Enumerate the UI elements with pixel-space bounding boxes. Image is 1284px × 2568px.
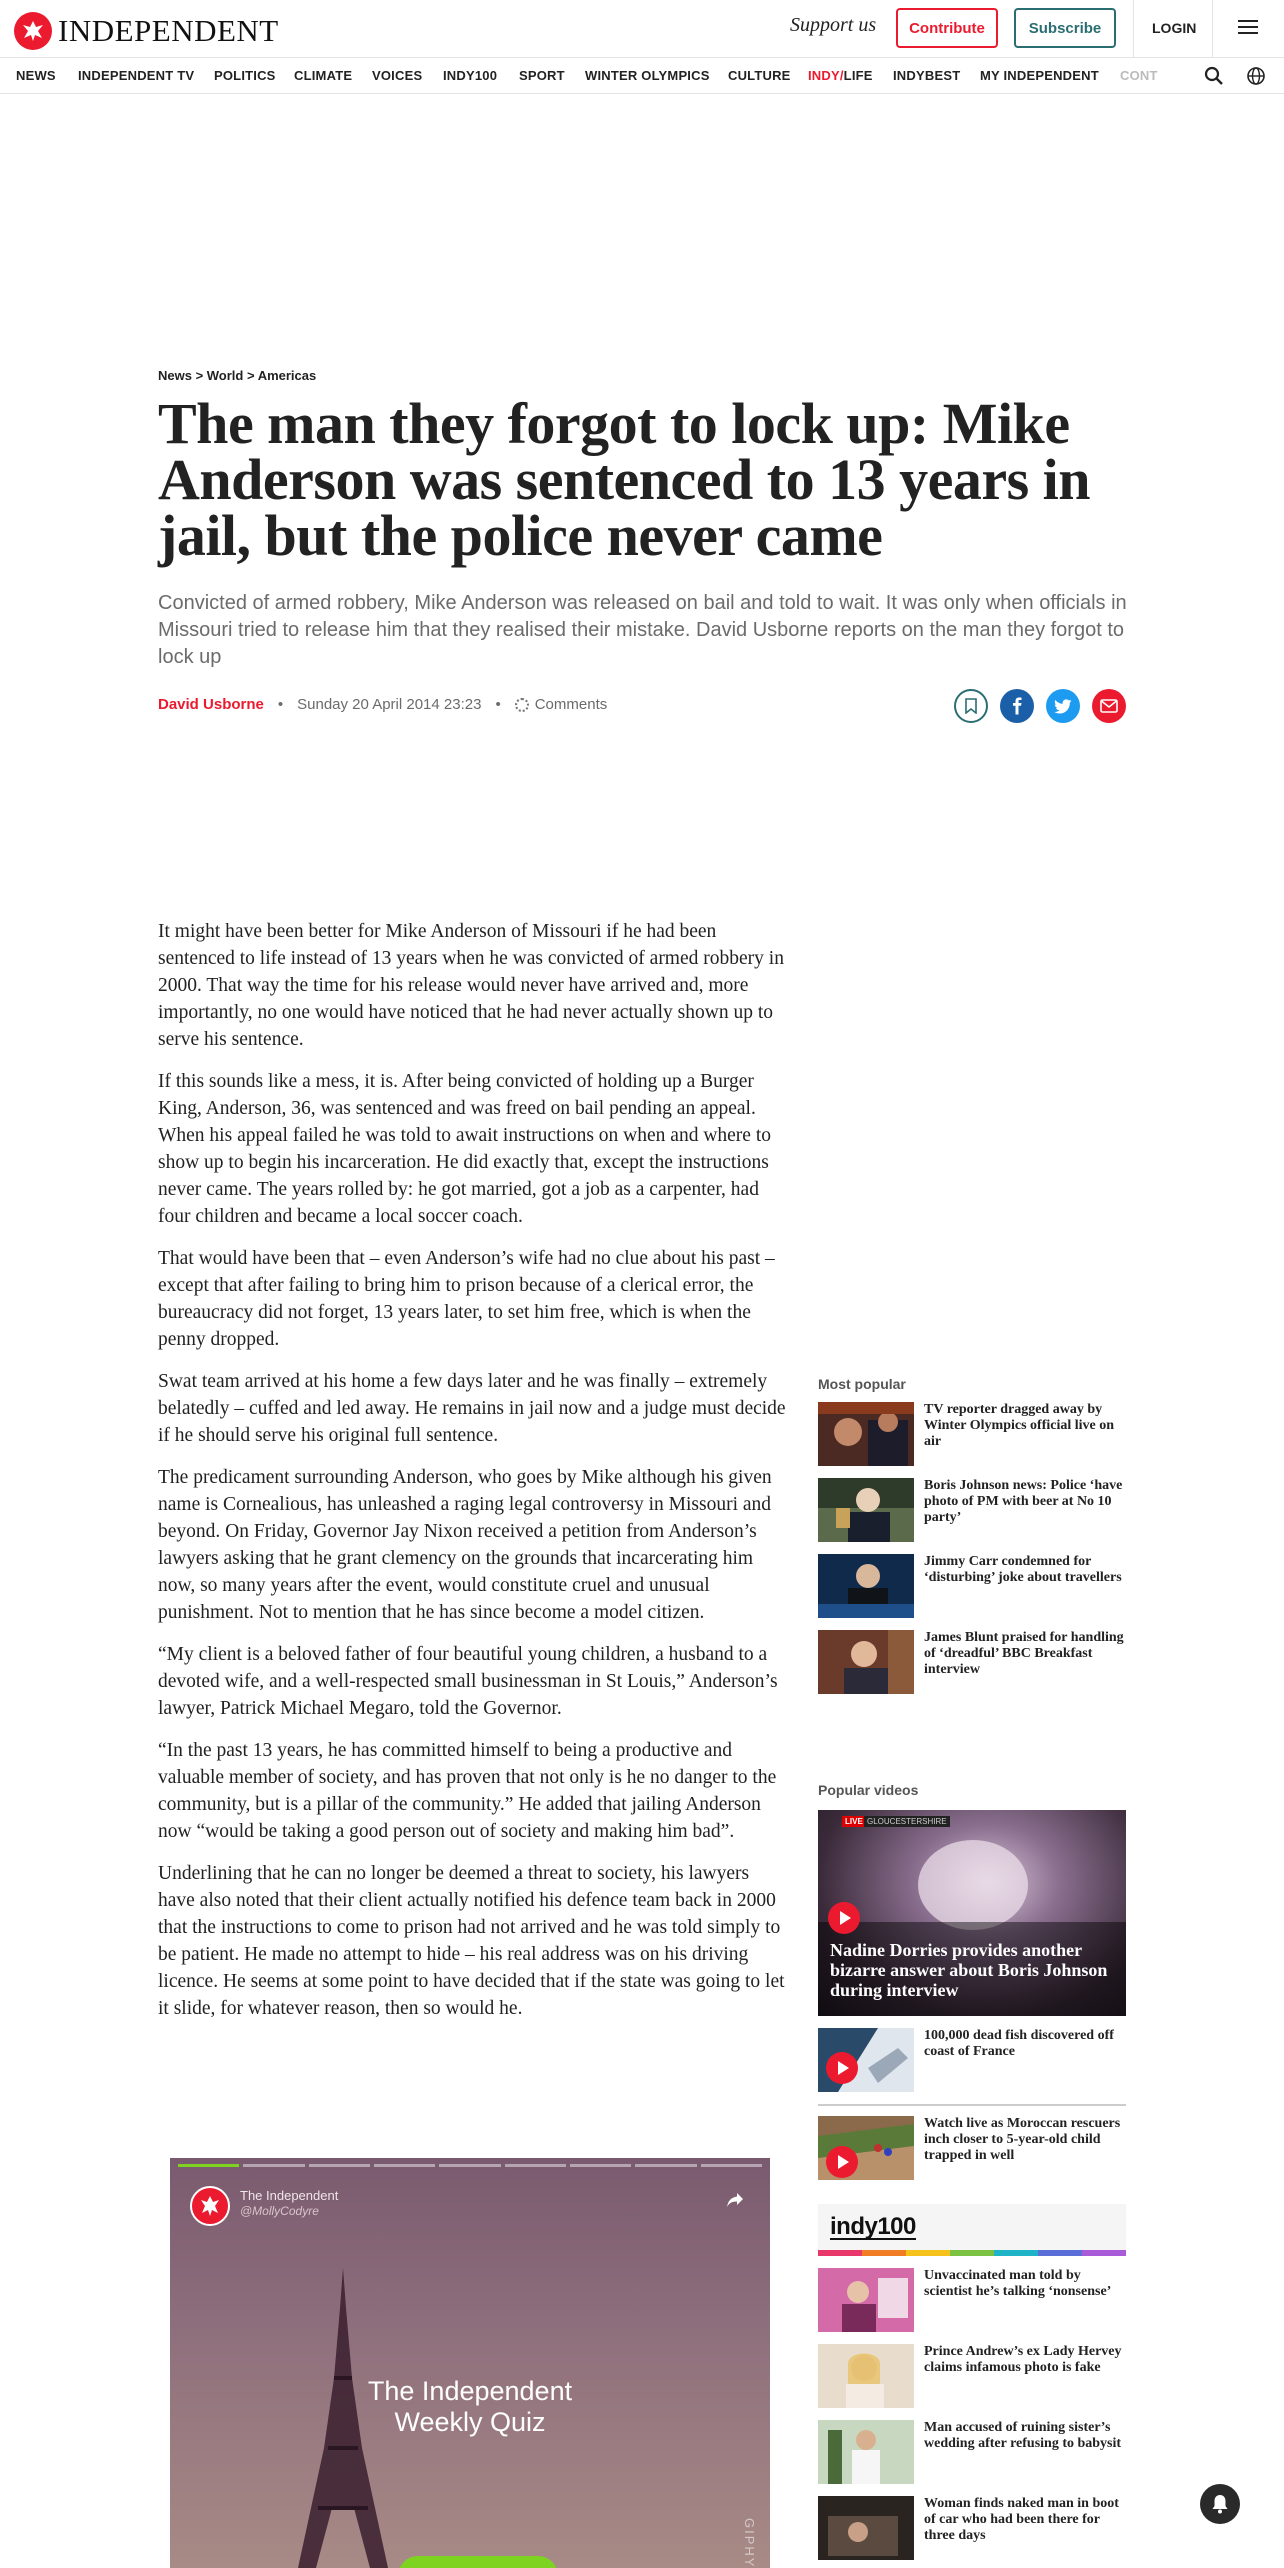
most-popular-headline: Boris Johnson news: Police ‘have photo of PM with beer at No 10 party’ (924, 1478, 1123, 1525)
indy100-logo: indy100 (830, 2213, 916, 2240)
breadcrumb[interactable]: News > World > Americas (158, 368, 317, 383)
article-thumbnail (818, 2496, 914, 2560)
site-logo[interactable] (14, 12, 279, 50)
story-progress-bar (178, 2164, 762, 2167)
play-icon[interactable] (826, 2052, 858, 2084)
nav-life-suffix: LIFE (843, 68, 873, 83)
indy100-item[interactable] (818, 2420, 1126, 2484)
main-nav (0, 58, 1284, 94)
play-icon[interactable] (828, 1902, 860, 1934)
twitter-icon (1054, 699, 1072, 714)
email-share-button[interactable] (1092, 689, 1126, 723)
article-paragraph: It might have been better for Mike Anderson of Missouri if he had been sentenced to life instead of 13 years when he was convicted of armed robbery in 2000. That way the time for his release would never have arrived and, more importantly, no one would have noticed that he had never actually shown up to serve his sentence. (158, 921, 784, 1050)
most-popular-headline: James Blunt praised for handling of ‘dreadful’ BBC Breakfast interview (924, 1630, 1124, 1677)
article-paragraph: That would have been that – even Anderson’s wife had no clue about his past – except that after failing to bring him to prison because of a clerical error, the bureaucracy did not forget, 13 years later, to set him free, which is when the penny dropped. (158, 1248, 775, 1350)
article-paragraph: “My client is a beloved father of four beautiful young children, a husband to a devoted wife, and a well-respected small businessman in St Louis,” Anderson’s lawyer, Patrick Michael Megaro, told the Governor. (158, 1644, 778, 1719)
video-handle: @MollyCodyre (240, 2204, 319, 2218)
nav-voices[interactable]: VOICES (372, 68, 423, 83)
indy100-headline: Man accused of ruining sister’s wedding after refusing to babysit (924, 2420, 1122, 2451)
most-popular-heading: Most popular (818, 1376, 906, 1392)
article-paragraph: If this sounds like a mess, it is. After being convicted of holding up a Burger King, Anderson, 36, was sentenced and was freed on bail pending an appeal. When his appeal failed he was told to await instructions on when and where to show up to begin his incarceration. He did exactly that, except the instructions never came. The years rolled by: he got married, got a job as a carpenter, had four children and became a local soccer coach. (158, 1071, 771, 1227)
comments-label: Comments (534, 696, 608, 713)
featured-video[interactable] (818, 1810, 1126, 2016)
indy100-headline: Prince Andrew’s ex Lady Hervey claims infamous photo is fake (924, 2344, 1122, 2375)
divider (1212, 0, 1213, 58)
article-paragraph: “In the past 13 years, he has committed himself to being a productive and valuable member of society, and has proven that not only is he no danger to the community, but is a pillar of the community.” He added that jailing Anderson now “would be taking a good person out of society and making him bad”. (158, 1740, 777, 1842)
article-body (158, 918, 786, 2037)
video-channel-name: The Independent (240, 2188, 339, 2203)
indy100-item[interactable] (818, 2496, 1126, 2560)
video-cta-button[interactable] (398, 2556, 558, 2568)
most-popular-headline: TV reporter dragged away by Winter Olympics official live on air (924, 1402, 1115, 1449)
article-headline: The man they forgot to lock up: Mike Anderson was sentenced to 13 years in jail, but the police never came (158, 391, 1091, 568)
article-paragraph: Underlining that he can no longer be deemed a threat to society, his lawyers have also noted that their client actually notified his defence team back in 2000 that the instructions to come to prison had not arrived and he was told simply to be patient. He made no attempt to hide – his real address was on his driving licence. He seems at some point to have decided that if the state was going to let it slide, for whatever reason, then so would he. (158, 1863, 785, 2019)
most-popular-item[interactable] (818, 1478, 1126, 1542)
support-us-text: Support us (790, 14, 877, 36)
divider (1133, 0, 1134, 58)
facebook-icon (1009, 697, 1025, 715)
most-popular-item[interactable] (818, 1402, 1126, 1466)
login-link[interactable]: LOGIN (1152, 20, 1197, 36)
indy100-item[interactable] (818, 2344, 1126, 2408)
article-thumbnail (818, 1554, 914, 1618)
most-popular-item[interactable] (818, 1630, 1126, 1694)
indy100-item[interactable] (818, 2268, 1126, 2332)
embedded-video-player[interactable] (170, 2158, 770, 2568)
nav-politics[interactable]: POLITICS (214, 68, 276, 83)
author-link[interactable]: David Usborne (158, 696, 264, 713)
video-title-line: The Independent (367, 2376, 573, 2406)
nav-winter-olympics[interactable]: WINTER OLYMPICS (585, 68, 710, 83)
contribute-button[interactable]: Contribute (896, 8, 998, 48)
video-list-item[interactable] (818, 2028, 1126, 2092)
separator-dot: • (495, 696, 501, 713)
article-thumbnail (818, 2268, 914, 2332)
indy100-headline: Unvaccinated man told by scientist he’s talking ‘nonsense’ (924, 2268, 1112, 2299)
nav-overflow-item[interactable]: CONT (1120, 68, 1158, 83)
twitter-share-button[interactable] (1046, 689, 1080, 723)
nav-sport[interactable]: SPORT (519, 68, 565, 83)
divider (818, 2104, 1126, 2106)
nav-indy-prefix: INDY/ (808, 68, 844, 83)
search-icon[interactable] (1204, 66, 1224, 91)
bell-icon (1211, 2494, 1229, 2514)
video-list-headline: 100,000 dead fish discovered off coast of France (924, 2028, 1114, 2059)
video-list-headline: Watch live as Moroccan rescuers inch closer to 5-year-old child trapped in well (924, 2116, 1121, 2163)
nav-indybest[interactable]: INDYBEST (893, 68, 961, 83)
popular-videos-heading: Popular videos (818, 1782, 919, 1798)
bookmark-button[interactable] (954, 689, 988, 723)
indy100-color-stripe (818, 2250, 1126, 2256)
indy100-header[interactable] (818, 2204, 1126, 2254)
nav-indylife[interactable] (808, 68, 873, 83)
nav-culture[interactable]: CULTURE (728, 68, 791, 83)
notifications-bell-button[interactable] (1200, 2484, 1240, 2524)
article-thumbnail (818, 2420, 914, 2484)
indy100-headline: Woman finds naked man in boot of car who had been there for three days (924, 2496, 1119, 2543)
separator-dot: • (277, 696, 284, 713)
byline (158, 696, 607, 713)
most-popular-headline: Jimmy Carr condemned for ‘disturbing’ joke about travellers (924, 1554, 1122, 1585)
live-badge: LIVE (842, 1816, 866, 1827)
nav-independent-tv[interactable]: INDEPENDENT TV (78, 68, 195, 83)
article-standfirst: Convicted of armed robbery, Mike Anderson was released on bail and told to wait. It was only when officials in Missouri tried to release him that they realised their mistake. David Usborne reports on the man they forgot to lock up (158, 592, 1127, 668)
nav-my-independent[interactable]: MY INDEPENDENT (980, 68, 1099, 83)
nav-indy100[interactable]: INDY100 (443, 68, 498, 83)
loading-spinner-icon (515, 698, 529, 712)
logo-wordmark: INDEPENDENT (58, 13, 279, 48)
share-arrow-icon[interactable] (726, 2192, 744, 2213)
menu-icon[interactable] (1238, 20, 1258, 36)
article-paragraph: The predicament surrounding Anderson, who goes by Mike although his given name is Cornealious, has unleashed a raging legal controversy in Missouri and beyond. On Friday, Governor Jay Nixon received a petition from Anderson’s lawyers asking that he grant clemency on the grounds that incarcerating him now, so many years after the event, would constitute cruel and unusual punishment. Not to mention that he has since become a model citizen. (158, 1467, 772, 1623)
nav-climate[interactable]: CLIMATE (294, 68, 353, 83)
article-thumbnail (818, 2344, 914, 2408)
eagle-icon (14, 12, 52, 50)
top-bar (0, 0, 1284, 58)
video-title-line: Weekly Quiz (394, 2407, 546, 2437)
comments-link[interactable] (515, 696, 608, 713)
article-paragraph: Swat team arrived at his home a few days later and he was finally – extremely belatedly – cuffed and led away. He remains in jail now and a judge must decide if he should serve his original full sentence. (158, 1371, 786, 1446)
channel-avatar (190, 2186, 230, 2226)
article-thumbnail (818, 1402, 914, 1466)
bookmark-icon (964, 698, 978, 714)
nav-news[interactable]: NEWS (16, 68, 56, 83)
globe-icon[interactable] (1246, 66, 1266, 91)
email-icon (1100, 699, 1118, 713)
video-title (170, 2376, 770, 2438)
play-icon[interactable] (826, 2146, 858, 2178)
video-list-item[interactable] (818, 2116, 1126, 2180)
publish-date: Sunday 20 April 2014 23:23 (297, 696, 482, 713)
article-thumbnail (818, 1630, 914, 1694)
featured-video-title: Nadine Dorries provides another bizarre answer about Boris Johnson during interview (830, 1940, 1108, 2000)
article-thumbnail (818, 1478, 914, 1542)
most-popular-item[interactable] (818, 1554, 1126, 1618)
facebook-share-button[interactable] (1000, 689, 1034, 723)
channel-badge: GLOUCESTERSHIRE (864, 1816, 950, 1827)
subscribe-button[interactable]: Subscribe (1014, 8, 1116, 48)
giphy-watermark: GIPHY (742, 2518, 757, 2568)
